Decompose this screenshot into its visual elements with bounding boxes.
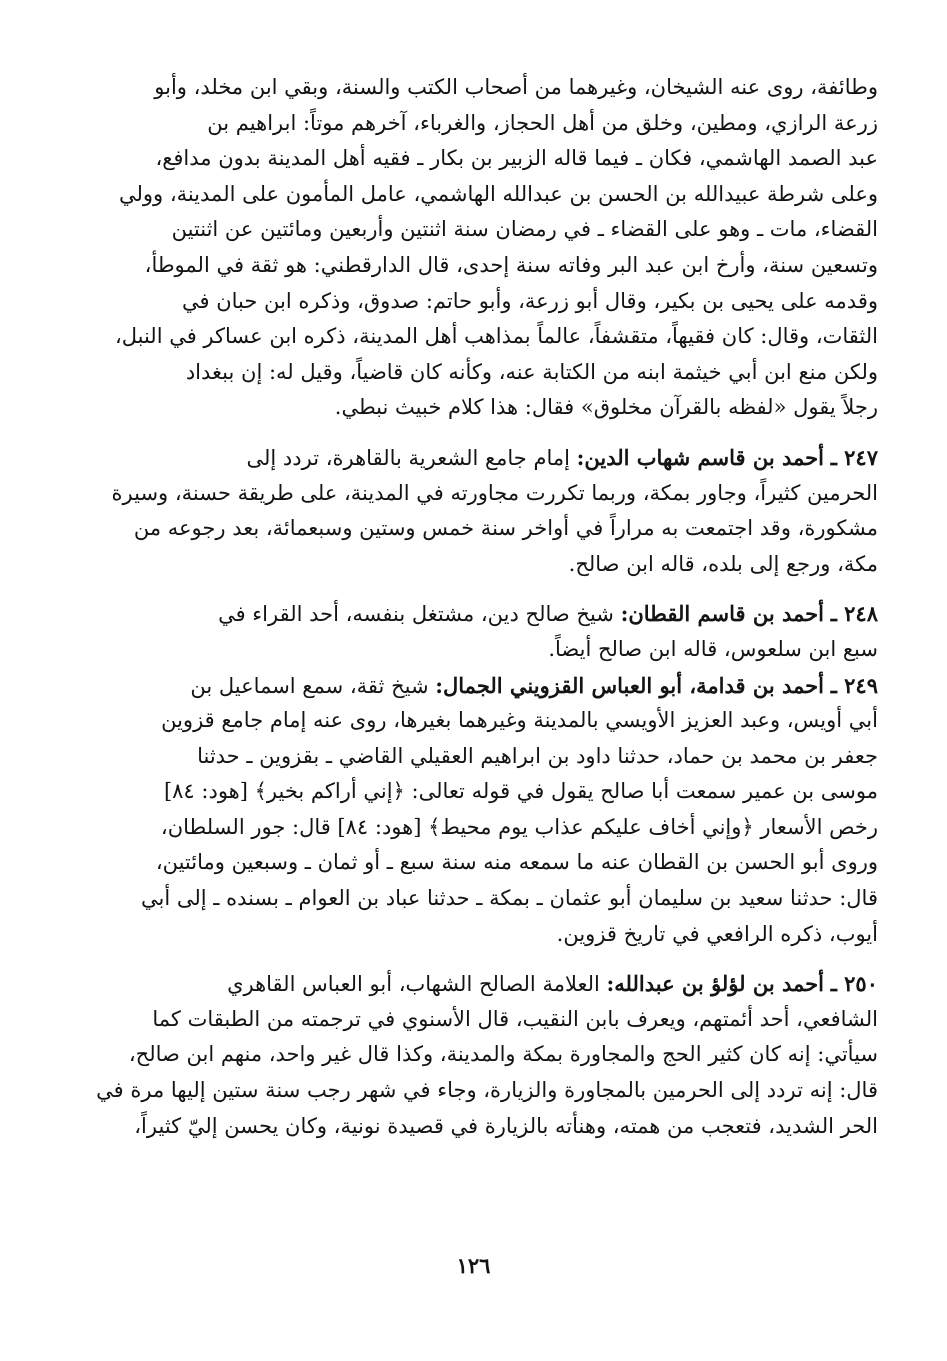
page-number: ١٢٦: [456, 1253, 491, 1278]
text-line: الشافعي، أحد أئمتهم، ويعرف بابن النقيب، قال الأسنوي في ترجمته من الطبقات كما: [152, 1006, 878, 1031]
entry-number: ٢٥٠ ـ: [830, 971, 878, 997]
text-line: قال: حدثنا سعيد بن سليمان أبو عثمان ـ بمكة ـ حدثنا عباد بن العوام ـ بسنده ـ إلى أبي: [140, 886, 878, 911]
entry-heading-line: [70, 966, 878, 1002]
text-line: وروى أبو الحسن بن القطان عنه ما سمعه منه سنة سبع ـ أو ثمان ـ وسبعين ومائتين،: [155, 850, 878, 875]
entry-text: العلامة الصالح الشهاب، أبو العباس القاهري: [227, 972, 600, 997]
text-line: الثقات، وقال: كان فقيهاً، متقشفاً، عالماً بمذاهب أهل المدينة، ذكره ابن عساكر في النبل،: [114, 324, 878, 349]
entry-249: [70, 668, 878, 953]
text-line: رجلاً يقول «لفظه بالقرآن مخلوق» فقال: هذا كلام خبيث نبطي.: [334, 395, 878, 420]
entry-number: ٢٤٩ ـ: [830, 672, 878, 698]
entry-text: شيخ ثقة، سمع اسماعيل بن: [190, 673, 429, 698]
text-line: عبد الصمد الهاشمي، فكان ـ فيما قاله الزبير بن بكار ـ فقيه أهل المدينة بدون مدافع،: [155, 146, 878, 171]
text-line: الحرمين كثيراً، وجاور بمكة، وربما تكررت مجاورته في المدينة، على طريقة حسنة، وسيرة: [111, 480, 878, 505]
text-line: رخص الأسعار ﴿وإني أخاف عليكم عذاب يوم محيط﴾ [هود: ٨٤] قال: جور السلطان،: [160, 814, 878, 839]
entry-name: أحمد بن قاسم القطان:: [620, 601, 824, 627]
entry-text: إمام جامع الشعرية بالقاهرة، تردد إلى: [246, 445, 570, 470]
text-line: الحر الشديد، فتعجب من همته، وهنأته بالزيارة في قصيدة نونية، وكان يحسن إليّ كثيراً،: [134, 1113, 878, 1138]
entry-247: [70, 440, 878, 582]
text-line: أيوب، ذكره الرافعي في تاريخ قزوين.: [556, 921, 878, 946]
text-line: سبع ابن سلعوس، قاله ابن صالح أيضاً.: [548, 636, 878, 661]
text-line: موسى بن عمير سمعت أبا صالح يقول في قوله تعالى: ﴿إني أراكم بخير﴾ [هود: ٨٤]: [163, 779, 878, 804]
page-body: [70, 70, 878, 1144]
entry-number: ٢٤٨ ـ: [830, 601, 878, 627]
entry-248: [70, 596, 878, 667]
entry-heading-line: [70, 440, 878, 476]
entry-heading-line: [70, 668, 878, 704]
text-line: زرعة الرازي، ومطين، وخلق من أهل الحجاز، والغرباء، آخرهم موتاً: ابراهيم بن: [207, 110, 878, 135]
entry-heading-line: [70, 596, 878, 632]
text-line: ولكن منع ابن أبي خيثمة ابنه من الكتابة عنه، وكأنه كان قاضياً، وقيل له: إن ببغداد: [185, 359, 878, 384]
text-line: وتسعين سنة، وأرخ ابن عبد البر وفاته سنة إحدى، قال الدارقطني: هو ثقة في الموطأ،: [144, 252, 878, 277]
text-line: قال: إنه تردد إلى الحرمين بالمجاورة والزيارة، وجاء في شهر رجب سنة ستين إليها مرة في: [96, 1078, 878, 1103]
text-line: وطائفة، روى عنه الشيخان، وغيرهما من أصحاب الكتب والسنة، وبقي ابن مخلد، وأبو: [154, 75, 878, 99]
entry-text: شيخ صالح دين، مشتغل بنفسه، أحد القراء في: [218, 602, 614, 627]
entry-name: أحمد بن قدامة، أبو العباس القزويني الجمال:: [435, 672, 824, 698]
text-line: القضاء، مات ـ وهو على القضاء ـ في رمضان سنة اثنتين وأربعين ومائتين عن اثنتين: [171, 217, 878, 242]
text-line: مكة، ورجع إلى بلده، قاله ابن صالح.: [568, 551, 878, 576]
entry-name: أحمد بن لؤلؤ بن عبدالله:: [606, 971, 824, 997]
text-line: مشكورة، وقد اجتمعت به مراراً في أواخر سنة خمس وستين وسبعمائة، بعد رجوعه من: [133, 516, 878, 541]
text-line: وقدمه على يحيى بن بكير، وقال أبو زرعة، وأبو حاتم: صدوق، وذكره ابن حبان في: [181, 288, 878, 313]
entry-number: ٢٤٧ ـ: [830, 444, 878, 470]
text-line: جعفر بن محمد بن حماد، حدثنا داود بن ابراهيم العقيلي القاضي ـ بقزوين ـ حدثنا: [197, 743, 878, 768]
text-line: سيأتي: إنه كان كثير الحج والمجاورة بمكة والمدينة، وكذا قال غير واحد، منهم ابن صالح،: [128, 1042, 878, 1067]
text-line: وعلى شرطة عبيدالله بن الحسن بن عبدالله الهاشمي، عامل المأمون على المدينة، وولي: [118, 181, 878, 206]
intro-paragraph: [70, 70, 878, 426]
entry-250: [70, 966, 878, 1144]
text-line: أبي أويس، وعبد العزيز الأويسي بالمدينة وغيرهما بغيرها، روى عنه إمام جامع قزوين: [161, 708, 878, 733]
entry-name: أحمد بن قاسم شهاب الدين:: [576, 444, 824, 470]
